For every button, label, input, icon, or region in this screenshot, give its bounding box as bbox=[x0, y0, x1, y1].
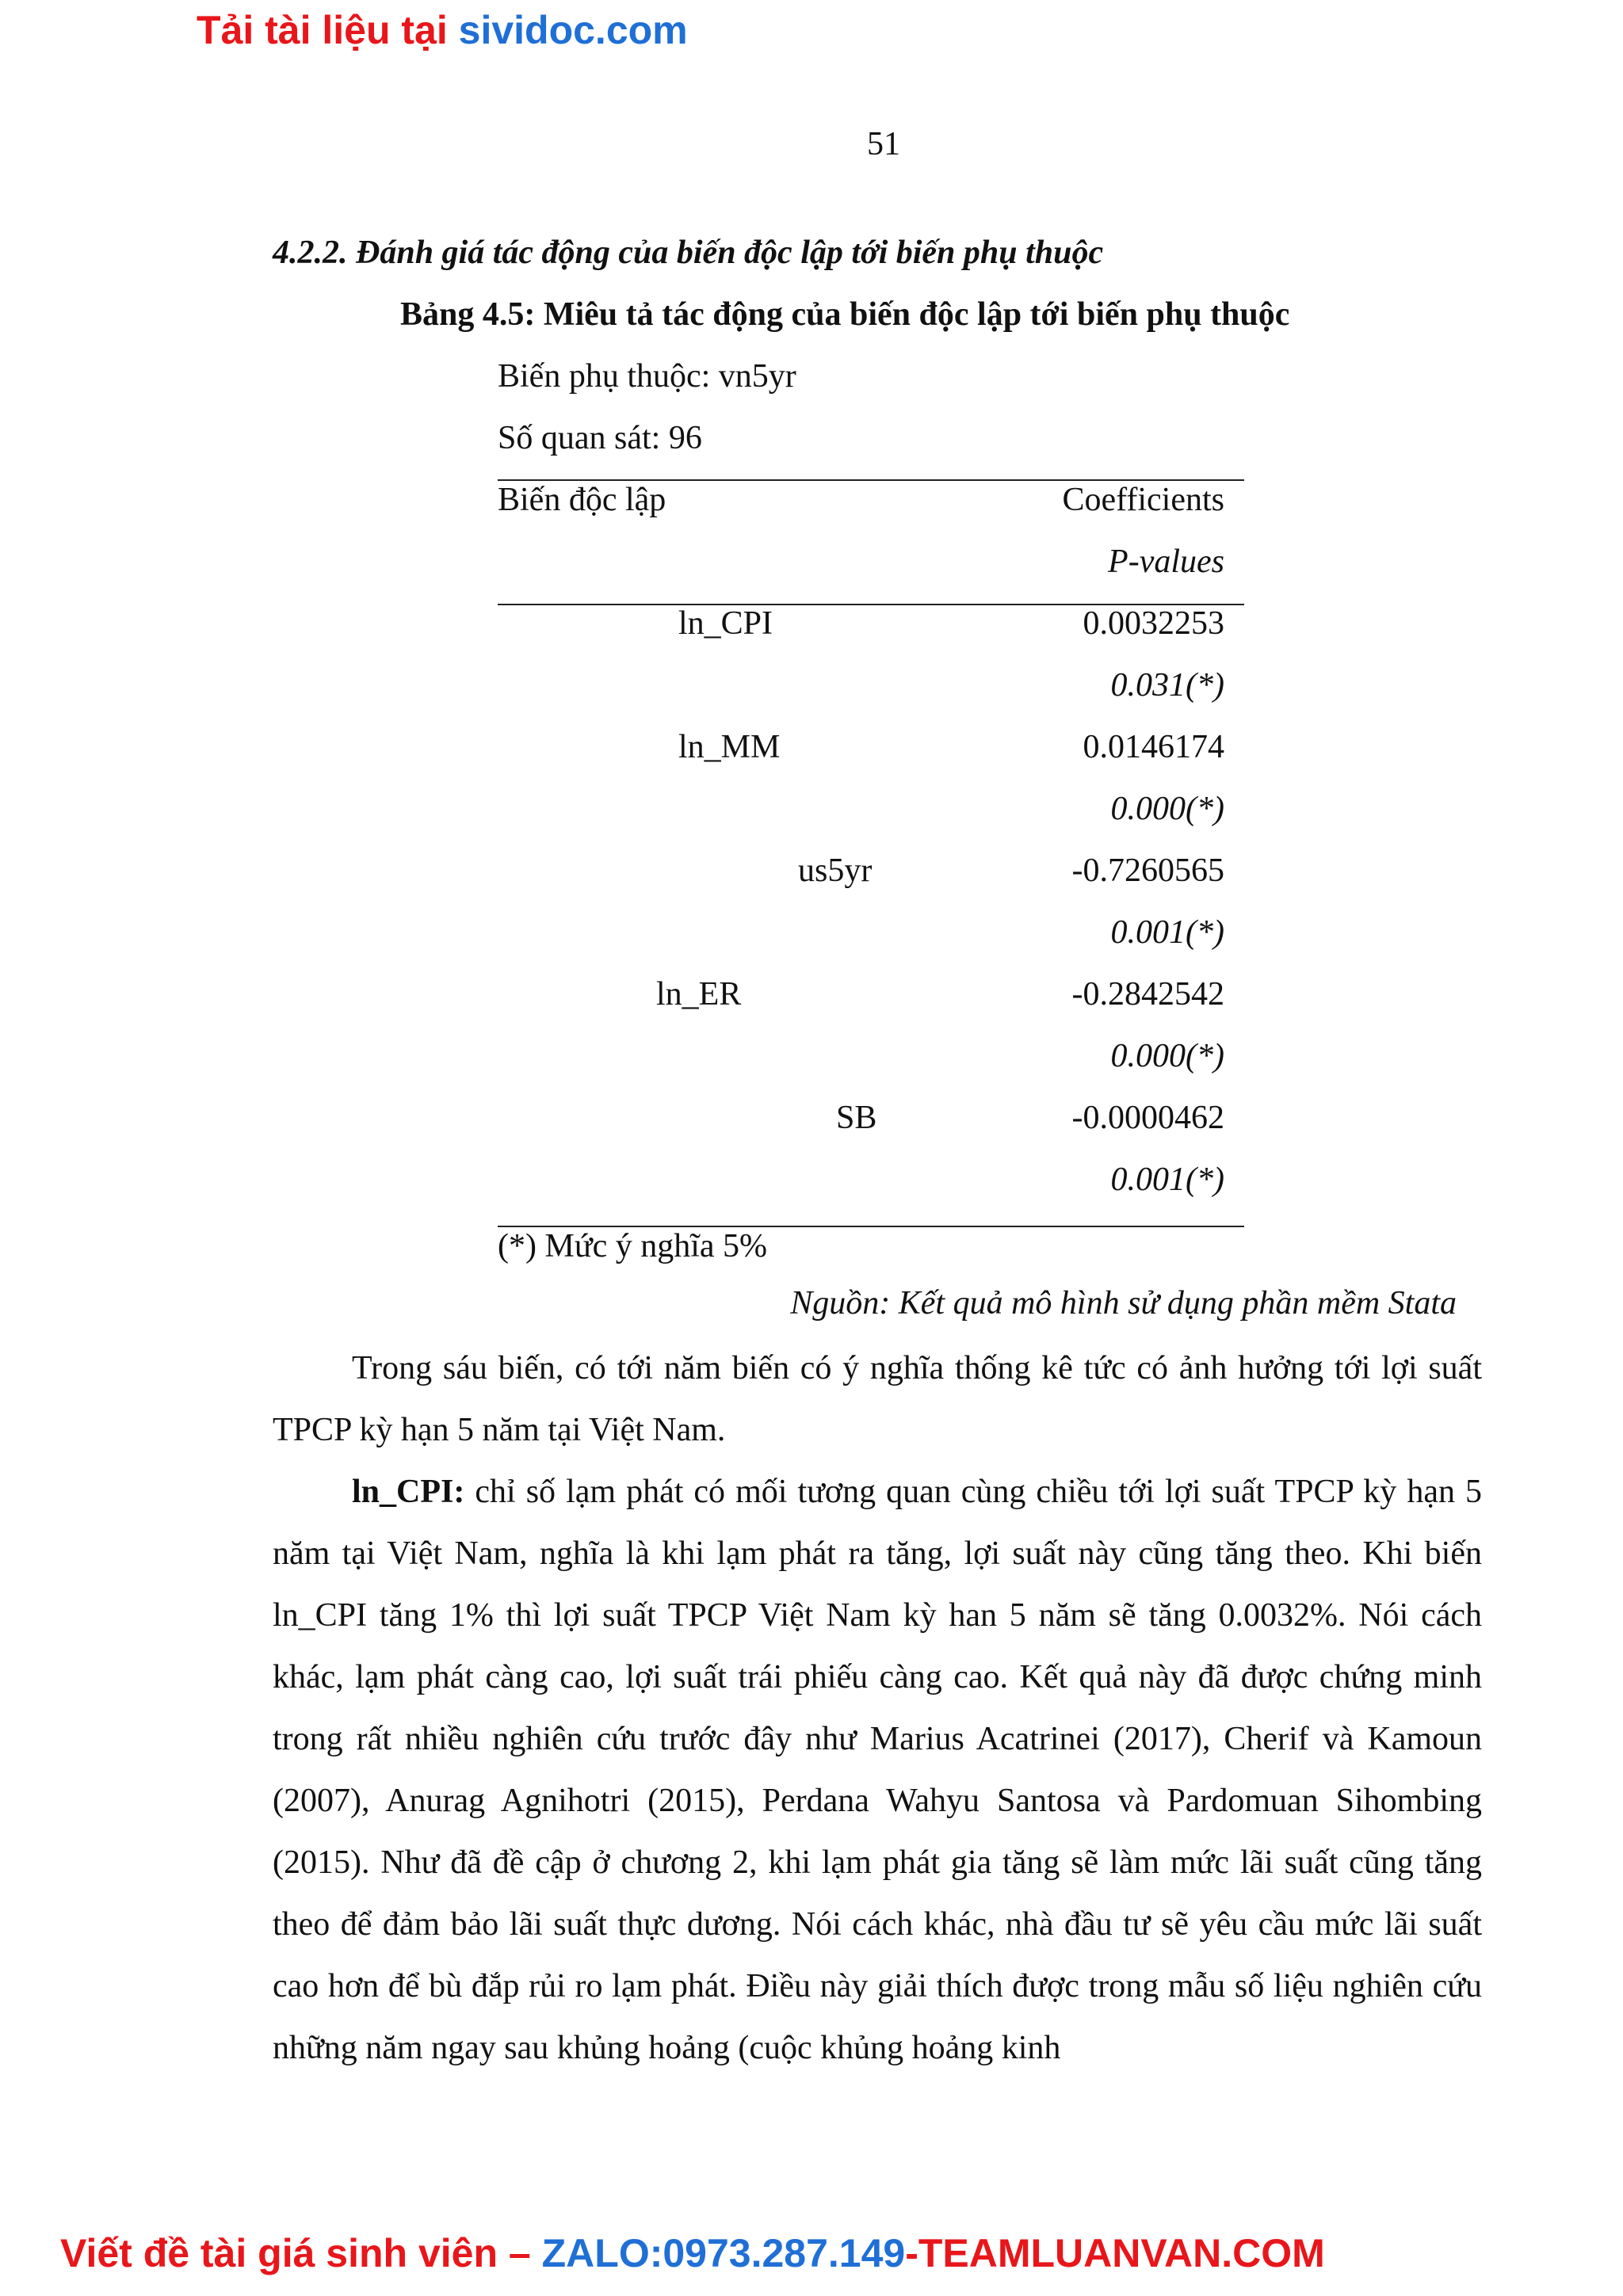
row-variable-name: us5yr bbox=[798, 852, 873, 889]
row-coefficient: -0.0000462 bbox=[1071, 1100, 1224, 1136]
dependent-variable: Biến phụ thuộc: vn5yr bbox=[498, 358, 796, 395]
cpi-paragraph bbox=[273, 1461, 1482, 2079]
footer-banner[interactable] bbox=[60, 2228, 1325, 2279]
row-variable-name: SB bbox=[836, 1100, 877, 1136]
observations-count: Số quan sát: 96 bbox=[498, 420, 702, 456]
row-pvalue: 0.001(*) bbox=[1110, 914, 1224, 951]
table-source: Nguồn: Kết quả mô hình sử dụng phần mềm Stata bbox=[790, 1285, 1457, 1322]
header-site-link[interactable]: sividoc.com bbox=[458, 8, 688, 52]
row-variable-name: ln_MM bbox=[678, 729, 781, 765]
row-coefficient: -0.2842542 bbox=[1071, 976, 1224, 1013]
footer-text: Viết đề tài giá sinh viên – bbox=[60, 2231, 542, 2275]
col-header-variable: Biến độc lập bbox=[498, 482, 666, 518]
row-coefficient: 0.0032253 bbox=[1083, 605, 1224, 642]
row-pvalue: 0.000(*) bbox=[1110, 1038, 1224, 1074]
row-variable-name: ln_ER bbox=[656, 976, 742, 1013]
section-heading: 4.2.2. Đánh giá tác động của biến độc lập tới biến phụ thuộc bbox=[273, 235, 1104, 271]
header-prefix: Tải tài liệu tại bbox=[197, 8, 459, 52]
cpi-text: chỉ số lạm phát có mối tương quan cùng chiều tới lợi suất TPCP kỳ hạn 5 năm tại Việt Nam, nghĩa là khi lạm phát ra tăng, lợi suất này cũng tăng theo. Khi biến ln_CPI tăng 1% thì lợi suất TPCP Việt Nam kỳ han 5 năm sẽ tăng 0.0032%. Nói cách khác, lạm phát càng cao, lợi suất trái phiếu càng cao. Kết quả này đã được chứng minh trong rất nhiều nghiên cứu trước đây như Marius Acatrinei (2017), Cherif và Kamoun (2007), Anurag Agnihotri (2015), Perdana Wahyu Santosa và Pardomuan Sihombing (2015). Như đã đề cập ở chương 2, khi lạm phát gia tăng sẽ làm mức lãi suất cũng tăng theo để đảm bảo lãi suất thực dương. Nói cách khác, nhà đầu tư sẽ yêu cầu mức lãi suất cao hơn để bù đắp rủi ro lạm phát. Điều này giải thích được trong mẫu số liệu nghiên cứu những năm ngay sau khủng hoảng (cuộc khủng hoảng kinh bbox=[273, 1474, 1482, 2066]
row-pvalue: 0.001(*) bbox=[1110, 1161, 1224, 1198]
row-coefficient: 0.0146174 bbox=[1083, 729, 1224, 765]
intro-paragraph: Trong sáu biến, có tới năm biến có ý nghĩa thống kê tức có ảnh hưởng tới lợi suất TPCP kỳ hạn 5 năm tại Việt Nam. bbox=[273, 1350, 1482, 1448]
footer-zalo-link[interactable]: ZALO:0973.287.149 bbox=[541, 2231, 906, 2275]
row-coefficient: -0.7260565 bbox=[1071, 852, 1224, 889]
page-number: 51 bbox=[867, 126, 900, 162]
cpi-label: ln_CPI: bbox=[352, 1474, 465, 1510]
row-pvalue: 0.000(*) bbox=[1110, 791, 1224, 827]
table-caption: Bảng 4.5: Miêu tả tác động của biến độc lập tới biến phụ thuộc bbox=[400, 296, 1290, 333]
footer-site-link[interactable]: -TEAMLUANVAN.COM bbox=[905, 2231, 1325, 2275]
row-pvalue: 0.031(*) bbox=[1110, 667, 1224, 704]
row-variable-name: ln_CPI bbox=[678, 605, 773, 642]
header-banner[interactable] bbox=[197, 5, 688, 55]
col-header-coefficients: Coefficients bbox=[1062, 482, 1224, 518]
col-header-pvalues: P-values bbox=[1108, 543, 1224, 580]
table-footnote: (*) Mức ý nghĩa 5% bbox=[498, 1228, 768, 1264]
